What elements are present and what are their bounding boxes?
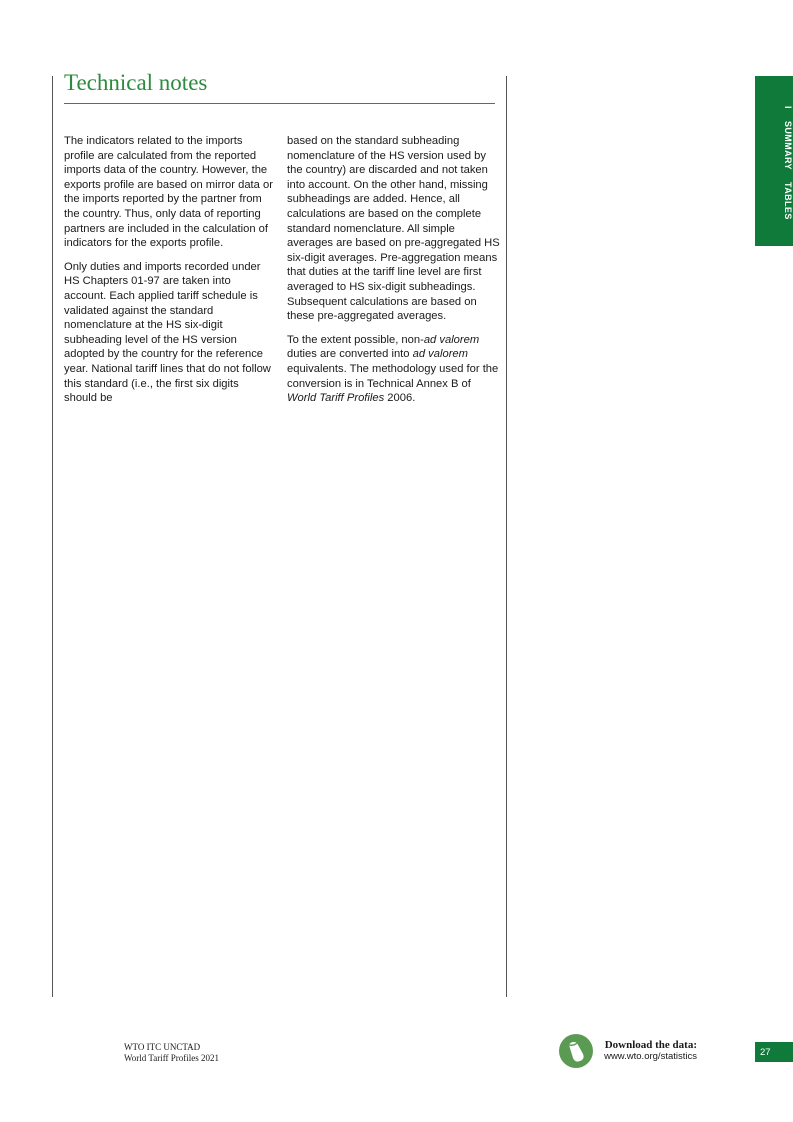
section-tab-label bbox=[755, 76, 793, 246]
italic-term: ad valorem bbox=[412, 348, 468, 361]
download-label: Download the data: bbox=[604, 1039, 697, 1051]
footer-publication: World Tariff Profiles 2021 bbox=[124, 1053, 220, 1063]
text-run: 2006. bbox=[384, 392, 416, 405]
paragraph: The indicators related to the imports profile are calculated from the reported imports data of the country. However, the exports profile are based on mirror data or the imports reported by the partner from the country. Thus, only data of reporting partners are included in the calculation of indicators for the exports profile. bbox=[64, 135, 273, 250]
paragraph: Only duties and imports recorded under HS Chapters 01-97 are taken into account. Each applied tariff schedule is validated against the standard nomenclature at the HS six-digit subheading level of the HS version adopted by the country for the reference year. National tariff lines that do not follow this standard (i.e., the first six digits should be bbox=[64, 260, 271, 405]
text-run: To the extent possible, non- bbox=[287, 333, 424, 346]
download-data-link[interactable] bbox=[580, 1039, 697, 1063]
publication-title: World Tariff Profiles bbox=[287, 392, 385, 405]
paragraph bbox=[287, 333, 501, 406]
section-tab-line1: SUMMARY bbox=[783, 121, 793, 171]
section-tab-line2: TABLES bbox=[783, 182, 793, 220]
footer-publisher bbox=[124, 1042, 219, 1064]
left-margin-line bbox=[52, 76, 53, 997]
page-number: 27 bbox=[755, 1042, 793, 1062]
text-column-right bbox=[287, 134, 501, 415]
paragraph: based on the standard subheading nomenclature of the HS version used by the country) are discarded and not taken into account. On the other hand, missing subheadings are added. Hence, all calculations are based on the complete standard nomenclature. All simple averages are based on pre-aggregated HS six-digit averages. Pre-aggregation means that duties at the tariff line level are first averaged to HS six-digit subheadings. Subsequent calculations are based on these pre-aggregated averages. bbox=[287, 135, 500, 323]
text-column-left bbox=[64, 134, 274, 415]
download-url[interactable]: www.wto.org/statistics bbox=[604, 1051, 697, 1062]
footer-org: WTO ITC UNCTAD bbox=[124, 1042, 201, 1052]
title-rule bbox=[64, 103, 495, 104]
right-margin-line bbox=[506, 76, 507, 997]
section-tab-roman: I bbox=[783, 106, 793, 110]
page-title: Technical notes bbox=[64, 70, 208, 95]
text-run: equivalents. The methodology used for the conversion is in Technical Annex B of bbox=[287, 362, 499, 390]
text-run: duties are converted into bbox=[287, 348, 413, 361]
italic-term: ad valorem bbox=[423, 333, 480, 346]
section-tab[interactable] bbox=[755, 76, 793, 246]
